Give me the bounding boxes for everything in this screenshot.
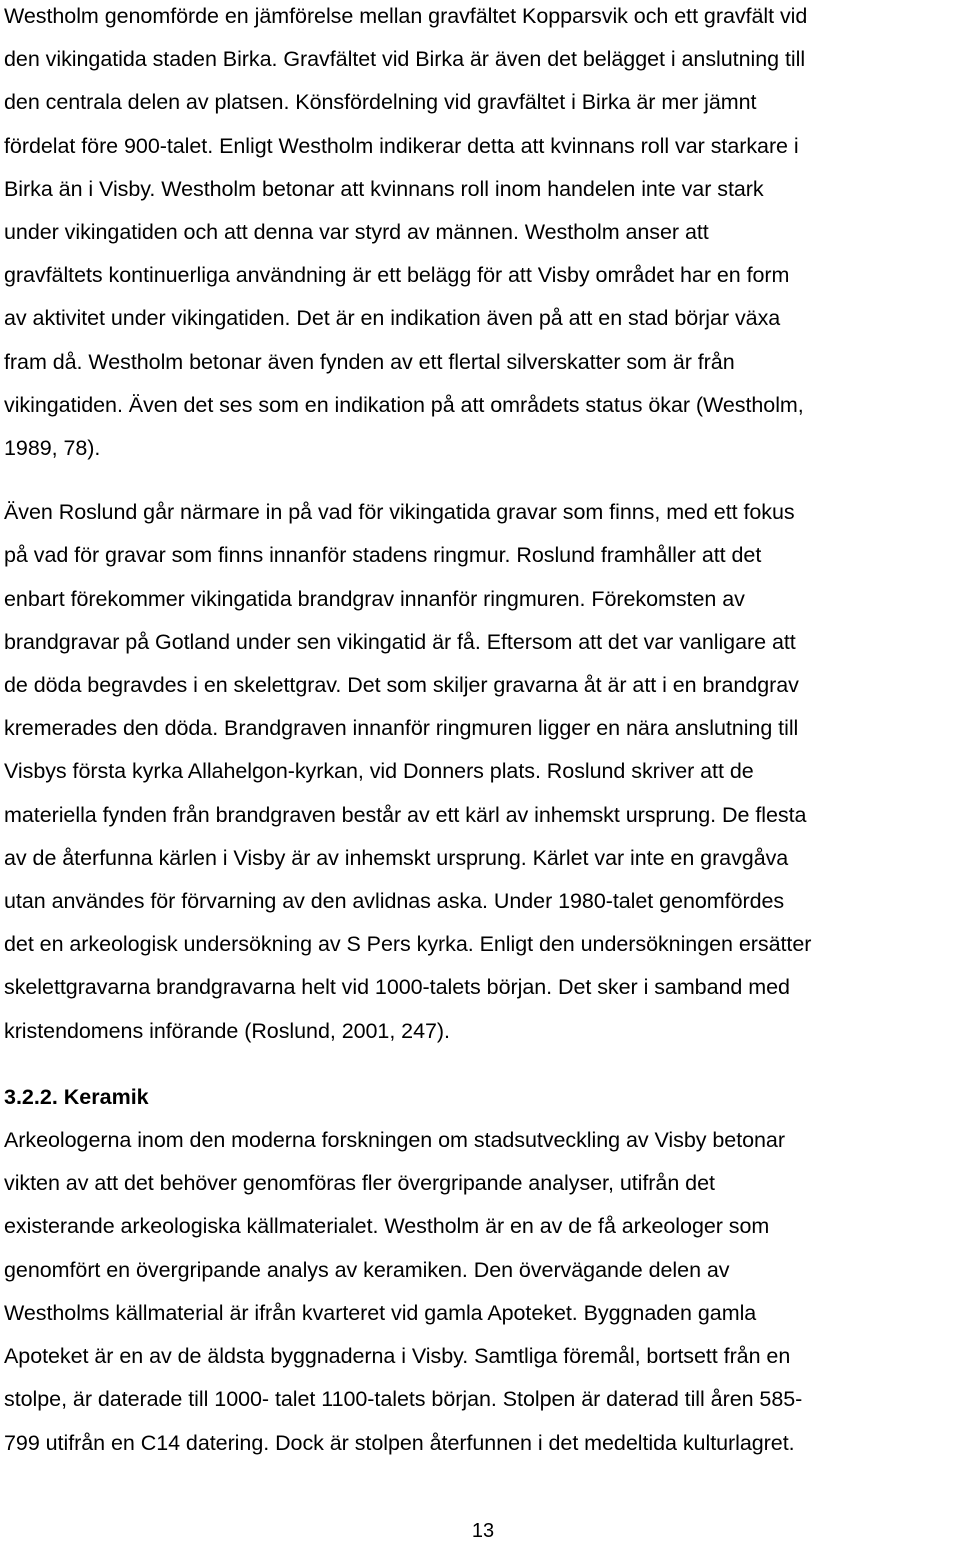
paragraph-spacer: [4, 1053, 960, 1076]
text-line: det en arkeologisk undersökning av S Pers kyrka. Enligt den undersökningen ersätter: [4, 932, 812, 957]
text-line: gravfältets kontinuerliga användning är ett belägg för att Visby området har en form: [4, 263, 790, 288]
text-line: de döda begravdes i en skelettgrav. Det som skiljer gravarna åt är att i en brandgrav: [4, 673, 799, 698]
text-line: den centrala delen av platsen. Könsfördelning vid gravfältet i Birka är mer jämnt: [4, 90, 757, 115]
text-line: Arkeologerna inom den moderna forskningen om stadsutveckling av Visby betonar: [4, 1128, 785, 1153]
text-line: stolpe, är daterade till 1000- talet 1100-talets början. Stolpen är daterad till åren 585-: [4, 1387, 803, 1412]
section-heading: 3.2.2. Keramik: [4, 1084, 149, 1109]
text-line: Även Roslund går närmare in på vad för vikingatida gravar som finns, med ett fokus: [4, 500, 795, 525]
text-line: på vad för gravar som finns innanför stadens ringmur. Roslund framhåller att det: [4, 543, 762, 568]
text-line: vikten av att det behöver genomföras fler övergripande analyser, utifrån det: [4, 1171, 715, 1196]
text-line: materiella fynden från brandgraven består av ett kärl av inhemskt ursprung. De flesta: [4, 802, 807, 827]
page-number: 13: [471, 1520, 495, 1542]
text-line: Westholm genomförde en jämförelse mellan gravfältet Kopparsvik och ett gravfält vid: [4, 4, 808, 28]
paragraph-westholm-birka: [4, 0, 960, 470]
text-line: brandgravar på Gotland under sen vikingatid är få. Eftersom att det var vanligare att: [4, 629, 796, 654]
text-line: av de återfunna kärlen i Visby är av inhemskt ursprung. Kärlet var inte en gravgåva: [4, 845, 789, 870]
text-line: skelettgravarna brandgravarna helt vid 1000-talets början. Det sker i samband med: [4, 975, 790, 1000]
text-line: genomfört en övergripande analys av keramiken. Den övervägande delen av: [4, 1257, 730, 1282]
text-line: enbart förekommer vikingatida brandgrav innanför ringmuren. Förekomsten av: [4, 586, 745, 611]
text-line: Westholms källmaterial är ifrån kvarteret vid gamla Apoteket. Byggnaden gamla: [4, 1300, 757, 1325]
text-line: 1989, 78).: [4, 436, 101, 461]
text-line: fördelat före 900-talet. Enligt Westholm indikerar detta att kvinnans roll var starkare i: [4, 133, 799, 158]
text-line: vikingatiden. Även det ses som en indikation på att områdets status ökar (Westholm,: [4, 392, 804, 417]
text-line: kristendomens införande (Roslund, 2001, 247).: [4, 1018, 450, 1043]
text-line: under vikingatiden och att denna var styrd av männen. Westholm anser att: [4, 220, 709, 245]
text-line: Visbys första kyrka Allahelgon-kyrkan, vid Donners plats. Roslund skriver att de: [4, 759, 754, 784]
document-page: [4, 0, 960, 1465]
text-line: den vikingatida staden Birka. Gravfältet vid Birka är även det belägget i anslutning till: [4, 47, 806, 72]
paragraph-roslund-brandgrav: [4, 491, 960, 1053]
section-keramik: [4, 1076, 960, 1465]
text-line: Apoteket är en av de äldsta byggnaderna i Visby. Samtliga föremål, bortsett från en: [4, 1344, 791, 1369]
text-line: 799 utifrån en C14 datering. Dock är stolpen återfunnen i det medeltida kulturlagret.: [4, 1430, 795, 1455]
text-line: av aktivitet under vikingatiden. Det är en indikation även på att en stad börjar växa: [4, 306, 781, 331]
text-line: utan användes för förvarning av den avlidnas aska. Under 1980-talet genomfördes: [4, 889, 785, 914]
text-line: Birka än i Visby. Westholm betonar att kvinnans roll inom handelen inte var stark: [4, 176, 764, 201]
text-line: kremerades den döda. Brandgraven innanför ringmuren ligger en nära anslutning till: [4, 716, 799, 741]
text-line: fram då. Westholm betonar även fynden av ett flertal silverskatter som är från: [4, 349, 735, 374]
text-line: existerande arkeologiska källmaterialet. Westholm är en av de få arkeologer som: [4, 1214, 770, 1239]
paragraph-spacer: [4, 470, 960, 491]
